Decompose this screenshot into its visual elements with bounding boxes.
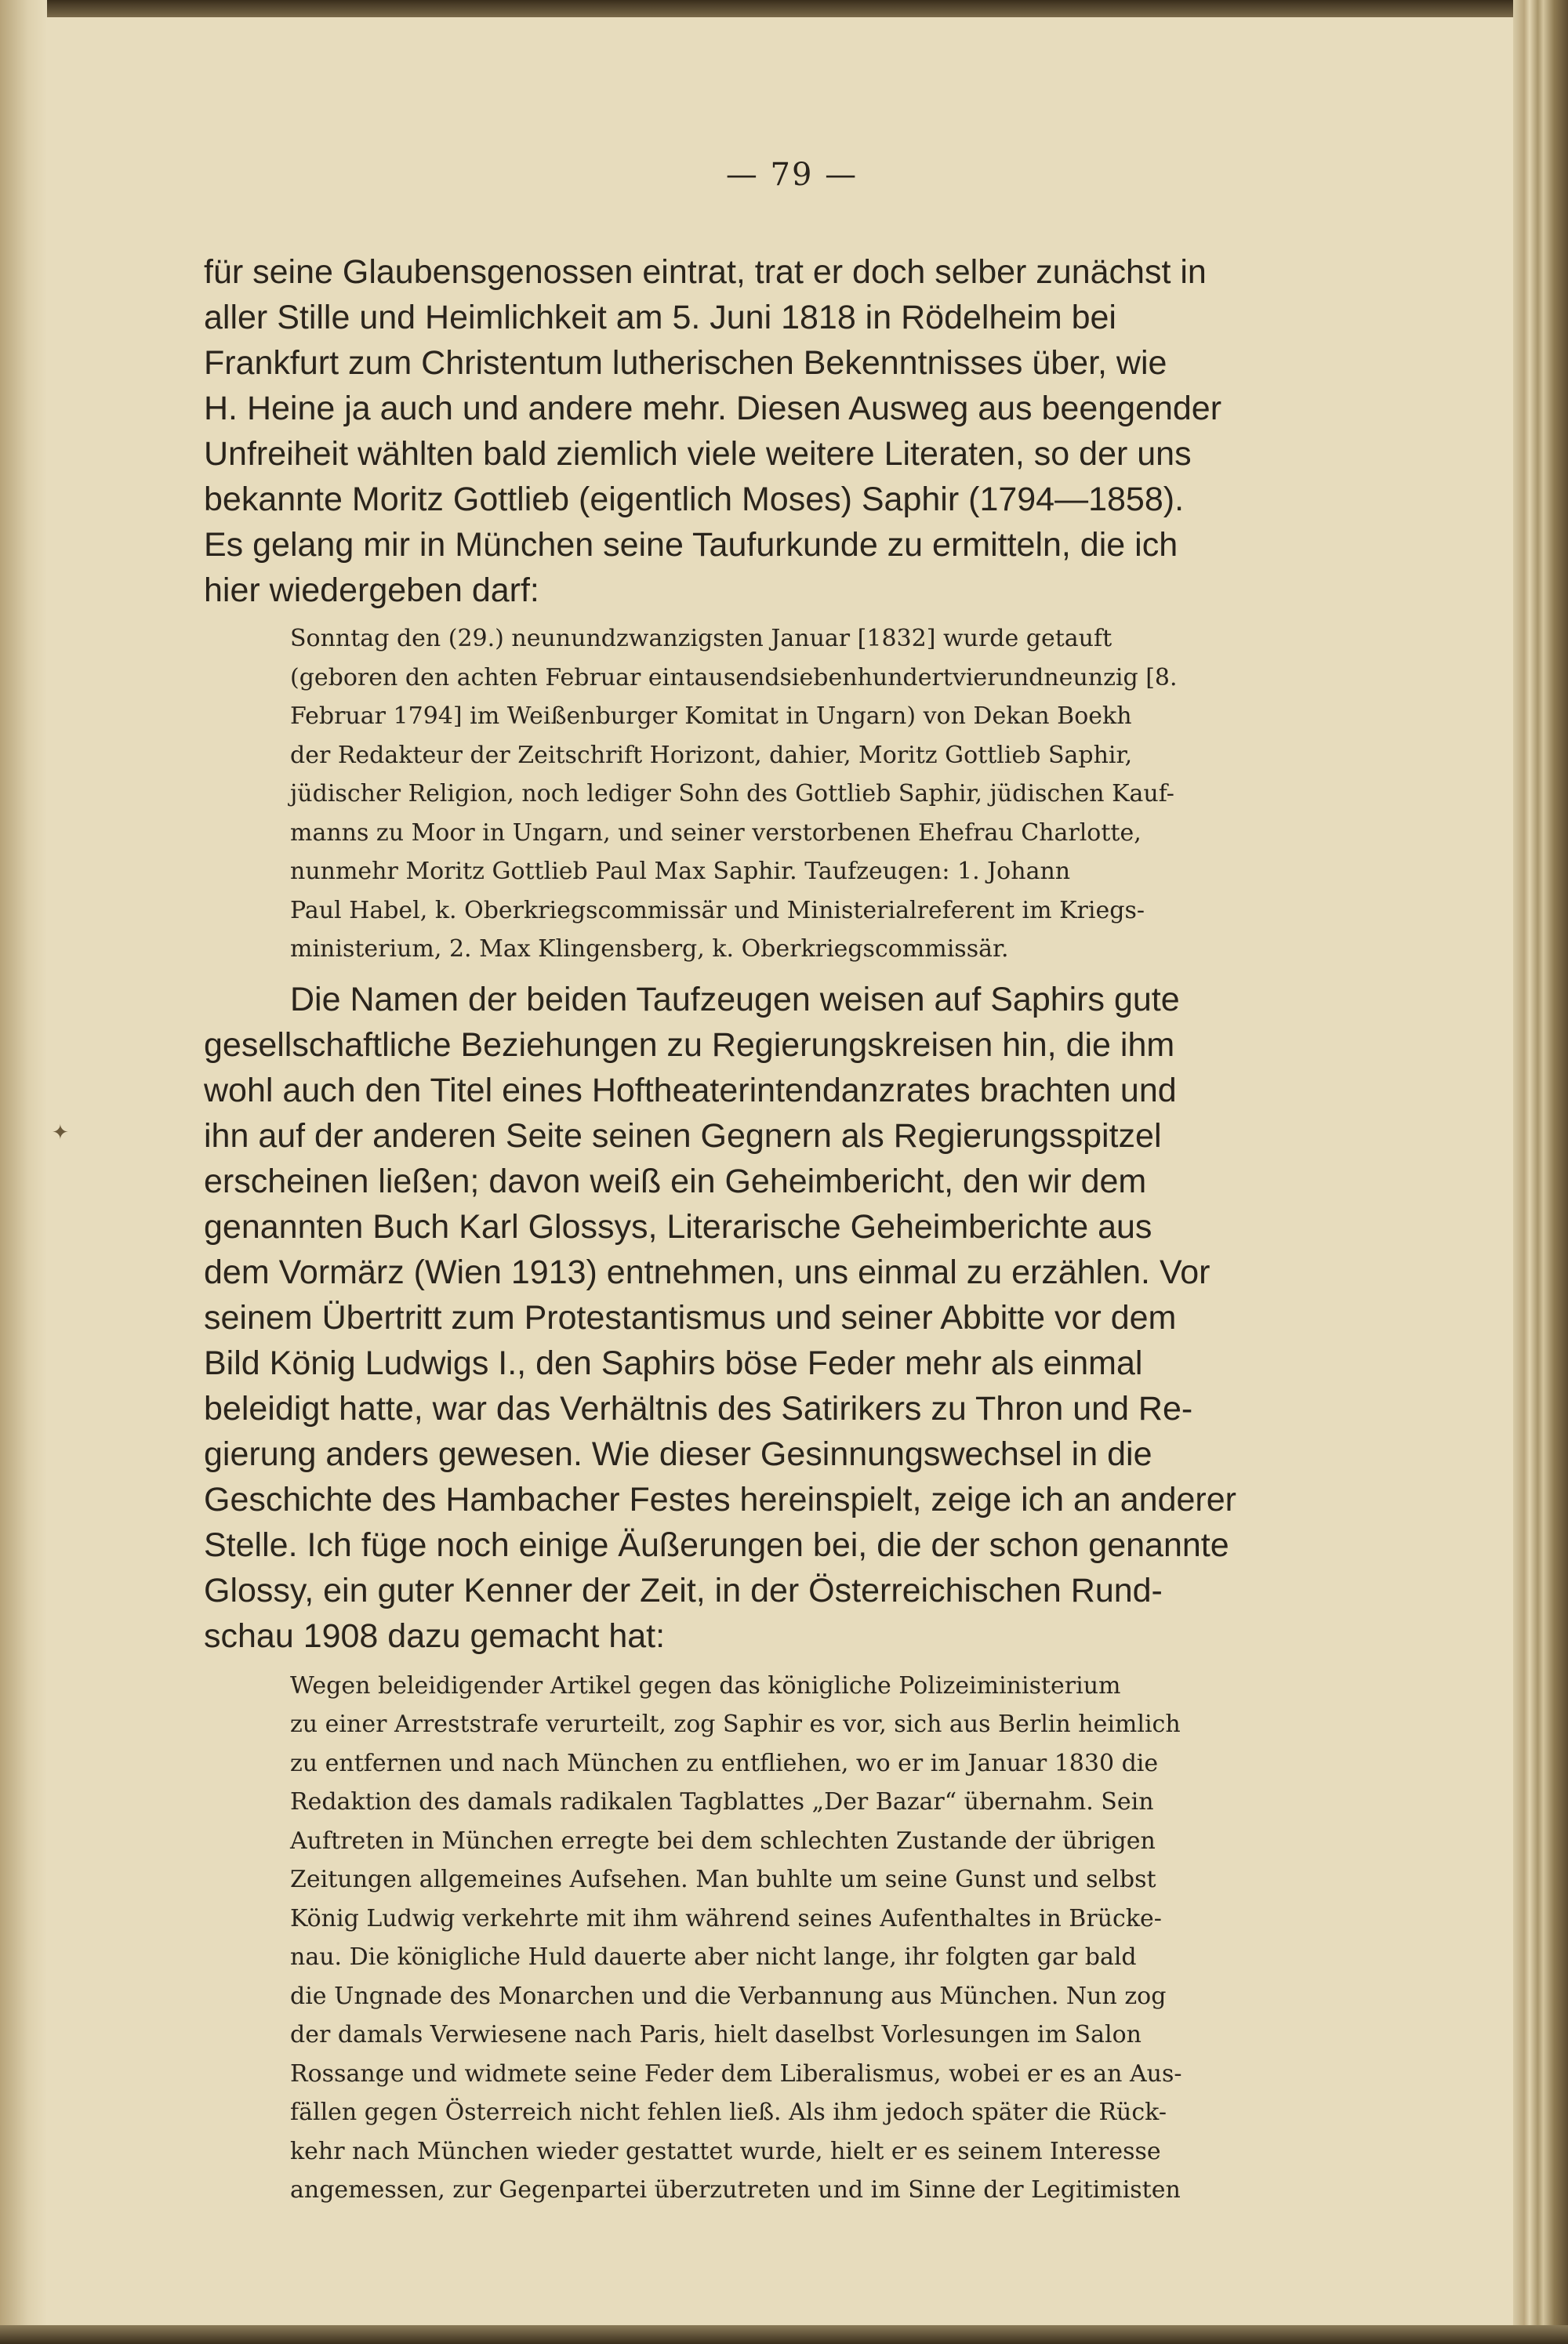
margin-mark: ✦	[52, 1121, 69, 1145]
text-line: erscheinen ließen; davon weiß ein Geheimbericht, den wir dem	[204, 1162, 1147, 1200]
quote-line: manns zu Moor in Ungarn, und seiner verstorbenen Ehefrau Charlotte,	[290, 818, 1142, 847]
page-text-block	[204, 157, 1380, 2210]
quote-line: der Redakteur der Zeitschrift Horizont, dahier, Moritz Gottlieb Saphir,	[290, 741, 1133, 769]
text-line: hier wiedergeben darf:	[204, 571, 539, 609]
text-line: H. Heine ja auch und andere mehr. Diesen Ausweg aus beengender	[204, 390, 1222, 427]
paragraph-1	[204, 249, 1380, 613]
quote-line: zu entfernen und nach München zu entfliehen, wo er im Januar 1830 die	[290, 1749, 1159, 1777]
page-left-edge	[0, 0, 47, 2344]
text-line: beleidigt hatte, war das Verhältnis des Satirikers zu Thron und Re-	[204, 1389, 1193, 1428]
quote-line: Zeitungen allgemeines Aufsehen. Man buhlte um seine Gunst und selbst	[290, 1866, 1156, 1893]
quote-line: Paul Habel, k. Oberkriegscommissär und Ministerialreferent im Kriegs-	[290, 896, 1145, 924]
text-line: Es gelang mir in München seine Taufurkunde zu ermitteln, die ich	[204, 526, 1178, 564]
text-line: wohl auch den Titel eines Hoftheaterintendanzrates brachten und	[204, 1071, 1177, 1109]
quote-line: Rossange und widmete seine Feder dem Liberalismus, wobei er es an Aus-	[290, 2059, 1182, 2088]
quote-line: fällen gegen Österreich nicht fehlen ließ. Als ihm jedoch später die Rück-	[290, 2099, 1167, 2126]
text-line: Frankfurt zum Christentum lutherischen Bekenntnisses über, wie	[204, 344, 1167, 382]
quote-line: Auftreten in München erregte bei dem schlechten Zustande der übrigen	[290, 1827, 1156, 1855]
quote-line: zu einer Arreststrafe verurteilt, zog Saphir es vor, sich aus Berlin heimlich	[290, 1711, 1181, 1738]
quote-line: nunmehr Moritz Gottlieb Paul Max Saphir. Taufzeugen: 1. Johann	[290, 858, 1071, 885]
text-line: Glossy, ein guter Kenner der Zeit, in der Österreichischen Rund-	[204, 1571, 1163, 1609]
quote-line: kehr nach München wieder gestattet wurde, hielt er es seinem Interesse	[290, 2137, 1161, 2165]
page-number: — 79 —	[725, 157, 858, 193]
text-line: aller Stille und Heimlichkeit am 5. Juni 1818 in Rödelheim bei	[204, 299, 1116, 336]
text-line: Die Namen der beiden Taufzeugen weisen auf Saphirs gute	[290, 980, 1180, 1018]
text-line: Bild König Ludwigs I., den Saphirs böse Feder mehr als einmal	[204, 1344, 1143, 1382]
quote-line: Sonntag den (29.) neunundzwanzigsten Januar [1832] wurde getauft	[290, 625, 1112, 652]
quote-line: ministerium, 2. Max Klingensberg, k. Oberkriegscommissär.	[290, 935, 1009, 963]
quote-line: Februar 1794] im Weißenburger Komitat in Ungarn) von Dekan Boekh	[290, 702, 1132, 730]
page-bottom-edge	[0, 2325, 1568, 2344]
text-line: Stelle. Ich füge noch einige Äußerungen bei, die der schon genannte	[204, 1526, 1229, 1564]
text-line: genannten Buch Karl Glossys, Literarische Geheimberichte aus	[204, 1207, 1152, 1246]
quote-line: König Ludwig verkehrte mit ihm während seines Aufenthaltes in Brücke-	[290, 1904, 1162, 1932]
quote-line: der damals Verwiesene nach Paris, hielt daselbst Vorlesungen im Salon	[290, 2021, 1142, 2048]
quote-line: angemessen, zur Gegenpartei überzutreten und im Sinne der Legitimisten	[290, 2176, 1181, 2204]
glossy-quote	[204, 1667, 1380, 2210]
quote-line: Wegen beleidigender Artikel gegen das königliche Polizeiministerium	[290, 1671, 1121, 1700]
text-line: Unfreiheit wählten bald ziemlich viele weitere Literaten, so der uns	[204, 435, 1192, 473]
quote-line: jüdischer Religion, noch lediger Sohn des Gottlieb Saphir, jüdischen Kauf-	[290, 780, 1174, 807]
text-line: ihn auf der anderen Seite seinen Gegnern als Regierungsspitzel	[204, 1116, 1162, 1155]
text-line: bekannte Moritz Gottlieb (eigentlich Moses) Saphir (1794—1858).	[204, 481, 1185, 518]
paragraph-2	[204, 977, 1380, 1659]
page-top-edge	[0, 0, 1568, 17]
text-line: für seine Glaubensgenossen eintrat, trat er doch selber zunächst in	[204, 253, 1207, 291]
baptism-record-quote	[204, 619, 1380, 969]
quote-line: Redaktion des damals radikalen Tagblattes „Der Bazar“ übernahm. Sein	[290, 1788, 1154, 1816]
text-line: Geschichte des Hambacher Festes hereinspielt, zeige ich an anderer	[204, 1480, 1236, 1519]
text-line: gierung anders gewesen. Wie dieser Gesinnungswechsel in die	[204, 1435, 1152, 1473]
quote-line: (geboren den achten Februar eintausendsiebenhundertvierundneunzig [8.	[290, 663, 1178, 691]
text-line: gesellschaftliche Beziehungen zu Regierungskreisen hin, die ihm	[204, 1025, 1175, 1064]
quote-line: die Ungnade des Monarchen und die Verbannung aus München. Nun zog	[290, 1982, 1167, 2010]
text-line: dem Vormärz (Wien 1913) entnehmen, uns einmal zu erzählen. Vor	[204, 1253, 1210, 1291]
quote-line: nau. Die königliche Huld dauerte aber nicht lange, ihr folgten gar bald	[290, 1943, 1137, 1971]
text-line: seinem Übertritt zum Protestantismus und seiner Abbitte vor dem	[204, 1298, 1177, 1337]
book-spine	[1513, 0, 1568, 2344]
text-line: schau 1908 dazu gemacht hat:	[204, 1616, 666, 1655]
